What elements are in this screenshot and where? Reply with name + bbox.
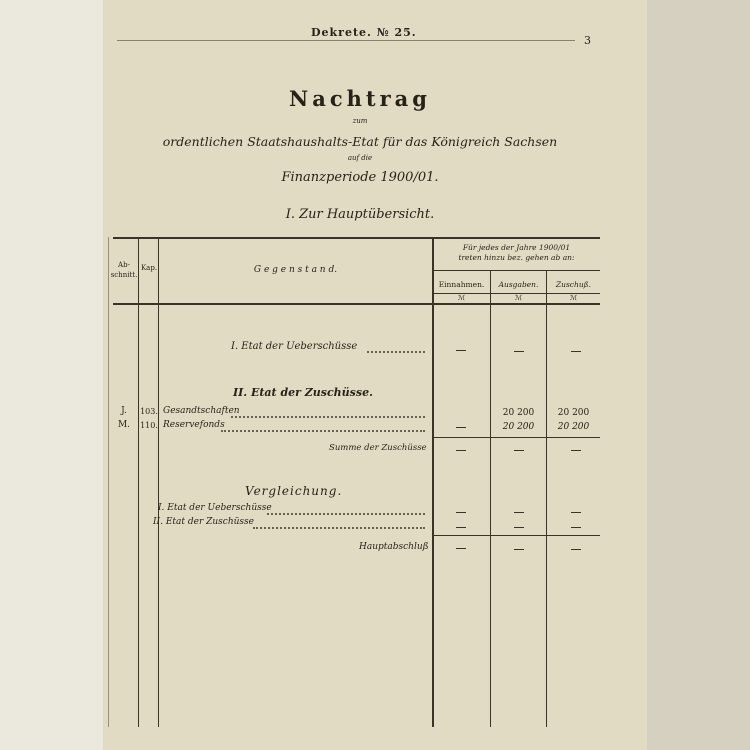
outer-left-line — [108, 237, 109, 727]
col-line-abschnitt — [138, 237, 139, 727]
section-heading: I. Zur Hauptübersicht. — [285, 207, 435, 222]
row1-zuschuss: 20 200 — [557, 408, 590, 418]
summe-label: Summe der Zuschüsse — [329, 443, 427, 453]
dot-leader — [231, 416, 425, 418]
dash-ueb-einnahmen — [456, 350, 466, 351]
vergl-row-1-label: I. Etat der Ueberschüsse — [158, 503, 272, 513]
document-page — [103, 0, 647, 750]
row1-kap: 103. — [140, 407, 158, 416]
title-auf-die: auf die — [347, 154, 373, 162]
vergl-rule — [432, 535, 600, 536]
etat-ueberschuesse-heading: I. Etat der Ueberschüsse — [231, 341, 358, 352]
title-line-2: ordentlichen Staatshaushalts-Etat für das Königreich Sachsen — [162, 134, 558, 149]
dash-vergl1-einnahmen — [456, 512, 466, 513]
row1-ausgaben: 20 200 — [502, 408, 535, 418]
dot-leader — [253, 527, 425, 529]
unit-zuschuss: ℳ — [569, 294, 578, 302]
background-right — [647, 0, 750, 750]
col-line-gegenstand — [432, 237, 434, 727]
dash-haupt-ausgaben — [514, 549, 524, 550]
dash-summe-zuschuss — [571, 450, 581, 451]
document-title: Nachtrag — [289, 86, 431, 111]
summe-rule — [432, 437, 600, 438]
group-header-rule — [432, 270, 600, 271]
col-header-abschnitt: Ab- schnitt. — [110, 261, 138, 279]
dash-summe-einnahmen — [456, 450, 466, 451]
dash-ueb-zuschuss — [571, 351, 581, 352]
dash-vergl1-zuschuss — [571, 512, 581, 513]
dash-vergl2-einnahmen — [456, 527, 466, 528]
hauptabschluss-label: Hauptabschluß — [359, 542, 429, 552]
dash-vergl2-zuschuss — [571, 527, 581, 528]
row1-abschnitt: J. — [121, 406, 127, 416]
row2-abschnitt: M. — [117, 420, 131, 430]
vergleichung-heading: Vergleichung. — [245, 484, 343, 498]
row2-ausgaben: 20 200 — [502, 422, 535, 432]
unit-ausgaben: ℳ — [514, 294, 523, 302]
row2-zuschuss: 20 200 — [557, 422, 590, 432]
col-header-einnahmen: Einnahmen. — [438, 280, 485, 289]
dot-leader — [367, 351, 425, 353]
background-left — [0, 0, 103, 750]
unit-einnahmen: ℳ — [457, 294, 466, 302]
header-bottom-rule — [113, 303, 600, 305]
dash-haupt-zuschuss — [571, 549, 581, 550]
dot-leader — [267, 513, 425, 515]
vergl-row-2-label: II. Etat der Zuschüsse — [153, 517, 254, 527]
row1-label: Gesandtschaften — [163, 406, 240, 416]
dash-summe-ausgaben — [514, 450, 524, 451]
dash-haupt-einnahmen — [456, 548, 466, 549]
title-line-4: Finanzperiode 1900/01. — [281, 170, 439, 185]
dash-vergl1-ausgaben — [514, 512, 524, 513]
etat-zuschuesse-heading: II. Etat der Zuschüsse. — [233, 386, 373, 399]
col-header-gegenstand: G e g e n s t a n d. — [253, 265, 338, 275]
col-group-header: Für jedes der Jahre 1900/01 treten hinzu bez. gehen ab an: — [458, 243, 575, 262]
row2-kap: 110. — [140, 421, 158, 430]
dash-ueb-ausgaben — [514, 351, 524, 352]
col-header-kap: Kap. — [140, 264, 158, 272]
col-line-kap — [158, 237, 159, 727]
col-line-ausgaben — [546, 270, 547, 727]
dash-vergl2-ausgaben — [514, 527, 524, 528]
col-line-einnahmen — [490, 270, 491, 727]
running-title: Dekrete. № 25. — [311, 26, 417, 39]
dash-row2-einnahmen — [456, 427, 466, 428]
row2-label: Reservefonds — [163, 420, 225, 430]
table-top-rule — [113, 237, 600, 239]
col-header-ausgaben: Ausgaben. — [498, 280, 539, 289]
page-number: 3 — [584, 34, 591, 47]
title-zum: zum — [352, 117, 368, 125]
col-header-zuschuss: Zuschuß. — [555, 280, 592, 289]
dot-leader — [221, 430, 425, 432]
header-rule — [117, 40, 575, 41]
